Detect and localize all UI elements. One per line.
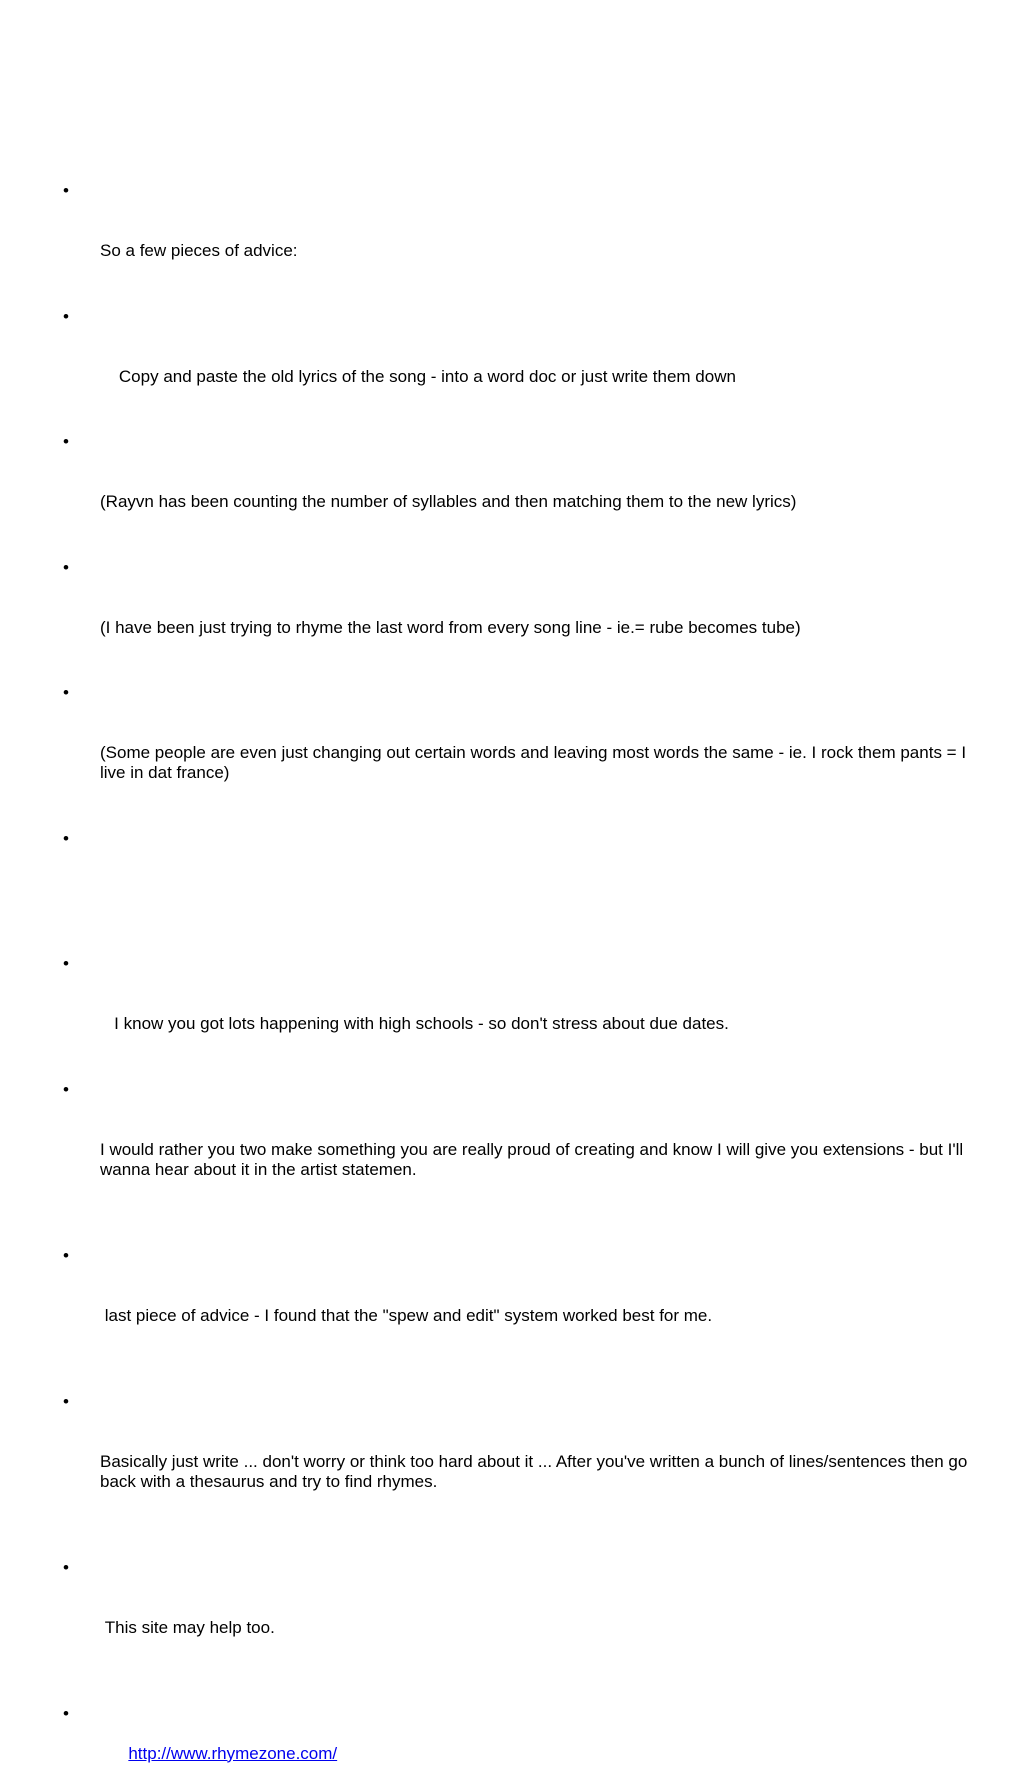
bullet-icon: • — [63, 1391, 69, 1411]
bullet-item — [60, 1246, 970, 1366]
bullet-text: Copy and paste the old lyrics of the song - into a word doc or just write them down — [100, 366, 736, 386]
bullet-item — [60, 558, 970, 678]
bullet-item — [60, 1558, 970, 1678]
bullet-item — [60, 307, 970, 427]
bullet-text: last piece of advice - I found that the "spew and edit" system worked best for me. — [100, 1305, 713, 1325]
bullet-text: (Rayvn has been counting the number of syllables and then matching them to the new lyrics) — [100, 492, 797, 511]
bullet-icon: • — [63, 181, 69, 200]
bullet-text: I know you got lots happening with high schools - so don't stress about due dates. — [100, 1014, 729, 1033]
bullet-icon: • — [63, 828, 69, 848]
bullet-item — [60, 954, 970, 1074]
rhymezone-link[interactable]: http://www.rhymezone.com/ — [128, 1743, 338, 1763]
bullet-icon: • — [63, 1557, 69, 1577]
bullet-text: So a few pieces of advice: — [100, 241, 298, 260]
bullet-text — [100, 889, 970, 909]
bullet-text: Basically just write ... don't worry or think too hard about it ... After you've written a bunch of lines/sentences then go back with a thesaurus and try to find rhymes. — [100, 1451, 973, 1491]
bullet-item-link — [60, 1704, 970, 1784]
bullet-text: (Some people are even just changing out certain words and leaving most words the same - ie. I rock them pants = I live in dat france) — [100, 743, 971, 782]
bullet-list — [60, 181, 973, 1789]
bullet-item — [60, 1080, 970, 1220]
bullet-icon: • — [63, 1245, 69, 1265]
bullet-text: This site may help too. — [100, 1617, 275, 1637]
bullet-icon: • — [63, 432, 69, 451]
bullet-icon: • — [63, 683, 69, 702]
bullet-text: (I have been just trying to rhyme the last word from every song line - ie.= rube becomes tube) — [100, 617, 801, 637]
bullet-icon: • — [63, 306, 69, 326]
bullet-item — [60, 181, 970, 301]
bullet-icon: • — [63, 954, 69, 973]
bullet-item — [60, 1391, 973, 1532]
bullet-item — [60, 432, 970, 552]
bullet-item — [60, 683, 970, 823]
bullet-icon: • — [63, 557, 69, 577]
bullet-text: I would rather you two make something you are really proud of creating and know I will give you extensions - but I'll wanna hear about it in the artist statemen. — [100, 1139, 968, 1179]
bullet-item-empty — [60, 829, 970, 949]
bullet-icon: • — [63, 1079, 69, 1099]
bullet-icon: • — [63, 1703, 69, 1723]
